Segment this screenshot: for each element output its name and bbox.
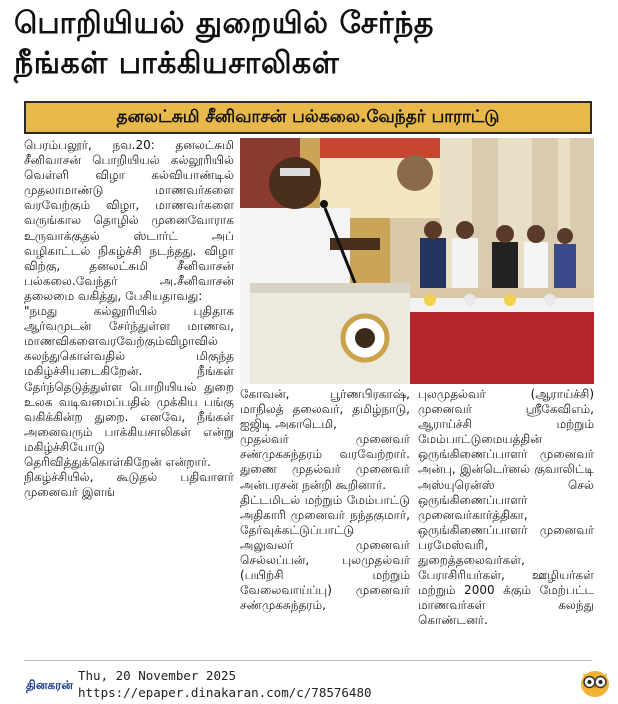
subheadline-bar bbox=[24, 101, 592, 134]
paragraph: பெரம்பலூர், நவ.20: தனலட்சுமி சீனிவாசன் பொறியியல் கல்லூரியில் வெள்ளி விழா கல்வியாண்டில் முதலாமாண்டு மாணவர்களை வரவேற்கும் விழா, மாணவர்களை வருங்கால தொழில் முனைவோராக உருவாக்குதல் ஸ்டார்ட் அப் வழிகாட்டல் நிகழ்ச்சி நடந்தது. விழா விற்கு, தனலட்சுமி சீனிவாசன் பல்கலை.வேந்தர் அ.சீனிவாசன் தலைமை வகித்து, பேசியதாவது: bbox=[24, 138, 234, 303]
paragraph: "நமது கல்லூரியில் புதிதாக ஆர்வமுடன் சேர்ந்துள்ள மாணவ, மாணவிகளைவரவேற்கும்விழாவில் கலந்துகொள்வதில் மிகுந்த மகிழ்ச்சியடைகிறேன். நீங்கள் தேர்ந்தெடுத்துள்ள பொறியியல் துறை உலக வடிவமைப்பதில் முக்கிய பங்கு வகிக்கின்ற துறை. எனவே, நீங்கள் அனைவரும் பாக்கியசாலிகள் என்று மகிழ்ச்சியோடு தெரிவித்துக்கொள்கிறேன் என்றார். bbox=[24, 304, 234, 469]
footer-info bbox=[78, 667, 372, 701]
headline bbox=[14, 4, 604, 84]
article-column-1 bbox=[24, 138, 234, 648]
dinakaran-logo: தினகரன் bbox=[26, 678, 73, 692]
headline-line-2: நீங்கள் பாக்கியசாலிகள் bbox=[14, 46, 340, 81]
footer-url[interactable]: https://epaper.dinakaran.com/c/78576480 bbox=[78, 685, 372, 700]
paragraph: கோவன், பூர்ணபிரகாஷ், மாநிலத் தலைவர், தமிழ்நாடு, ஐஜிடி அகாடெமி, bbox=[240, 387, 410, 432]
paragraph: முதல்வர் முனைவர் சண்முகசுந்தரம் வரவேற்றார். துணை முதல்வர் முனைவர் அன்பரசன் நன்றி கூறினார். bbox=[240, 432, 410, 492]
headline-line-1: பொறியியல் துறையில் சேர்ந்த bbox=[14, 6, 434, 41]
paragraph: புலமுதல்வர் (ஆராய்ச்சி) முனைவர் ஸ்ரீகேவிஎம், ஆராய்ச்சி மற்றும் மேம்பாட்டுமையத்தின் ஒருங்கிணைப்பாளர் முனைவர் அன்பு, இன்டெர்னல் குவாலிட்டி அஸ்யுரென்ஸ் செல் ஒருங்கிணைப்பாளர் முனைவர்கார்த்திகா, ஒருங்கிணைப்பாளர் முனைவர் பரமேஸ்வரி, துறைத்தலைவர்கள், பேராசிரியர்கள், ஊழியர்கள் மற்றும் 2000 க்கும் மேற்பட்ட மாணவர்கள் கலந்து கொண்டனர். bbox=[418, 387, 594, 628]
footer-date: Thu, 20 November 2025 bbox=[78, 668, 237, 683]
paragraph: நிகழ்ச்சியில், கூடுதல் பதிவாளர் முனைவர் இளங் bbox=[24, 470, 234, 500]
subheadline: தனலட்சுமி சீனிவாசன் பல்கலை.வேந்தர் பாராட்டு bbox=[116, 106, 500, 127]
event-photo bbox=[240, 138, 594, 384]
paragraph: திட்டமிடல் மற்றும் மேம்பாட்டு அதிகாரி முனைவர் நந்தகுமார், தேர்வுக்கட்டுப்பாட்டு அலுவலர் முனைவர் செல்லப்பன், புலமுதல்வர் (பயிற்சி மற்றும் வேலைவாய்ப்பு) முனைவர் சண்முகசுந்தரம், bbox=[240, 492, 410, 613]
article-column-3 bbox=[418, 387, 594, 649]
owl-icon bbox=[578, 665, 612, 699]
footer-divider bbox=[24, 660, 592, 661]
article-column-2 bbox=[240, 387, 410, 649]
